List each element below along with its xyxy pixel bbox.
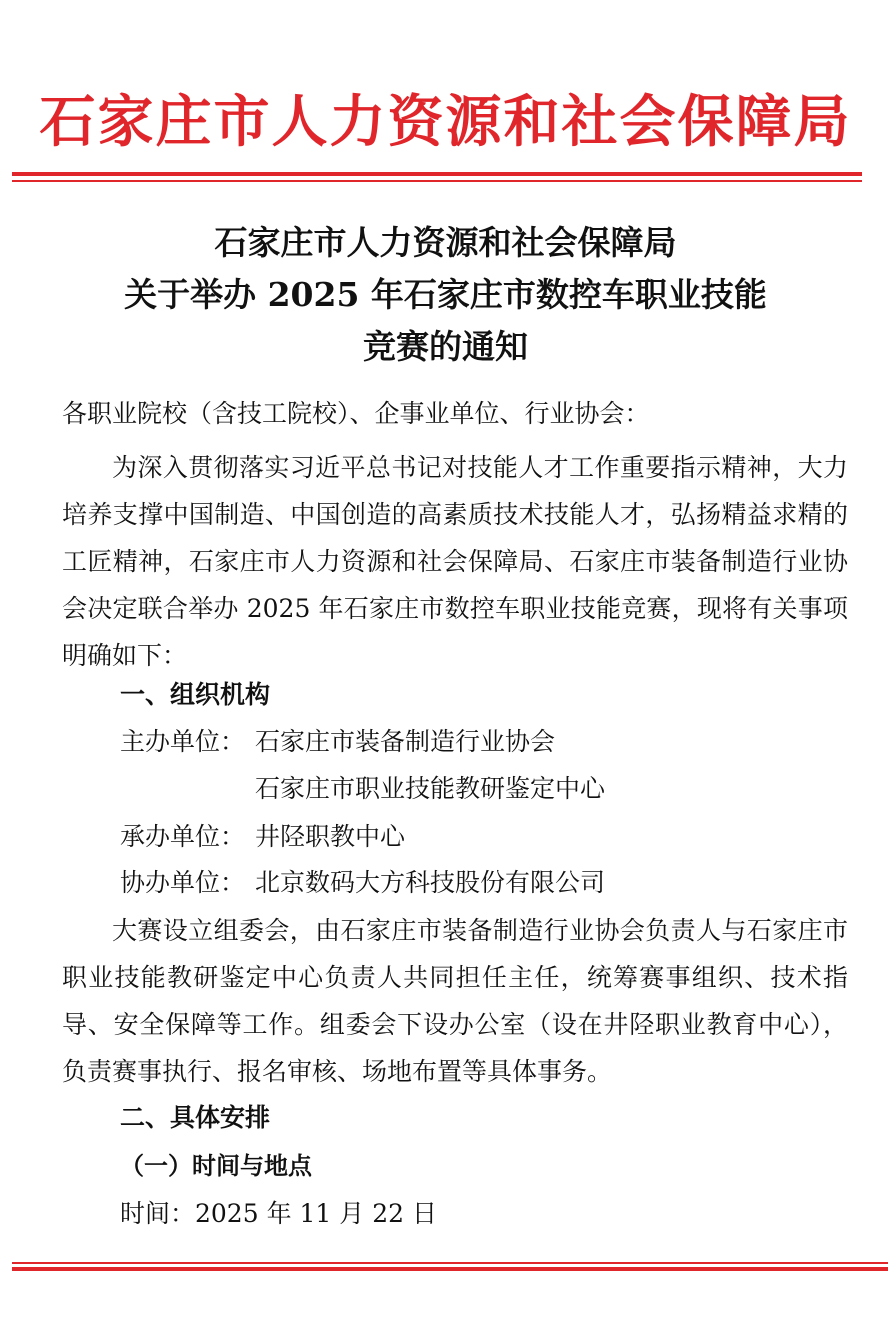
letterhead-divider-thin <box>12 180 862 182</box>
host-unit-label: 主办单位： <box>120 727 246 756</box>
committee-paragraph: 大赛设立组委会，由石家庄市装备制造行业协会负责人与石家庄市职业技能教研鉴定中心负责人共同担任主任，统筹赛事组织、技术指导、安全保障等工作。组委会下设办公室（设在井陉职业教育中心），负责赛事执行、报名审核、场地布置等具体事务。 <box>62 916 848 1086</box>
subsection-time-place-heading: （一）时间与地点 <box>120 1151 312 1180</box>
organizer-label: 承办单位： <box>120 822 246 851</box>
organizer-unit: 井陉职教中心 <box>255 822 406 851</box>
document-title-line-3: 竞赛的通知 <box>363 327 528 366</box>
letterhead-divider-thick <box>12 172 862 176</box>
addressee: 各职业院校（含技工院校）、企事业单位、行业协会： <box>62 399 650 428</box>
co-organizer-label: 协办单位： <box>120 868 246 897</box>
intro-paragraph: 为深入贯彻落实习近平总书记对技能人才工作重要指示精神，大力培养支撑中国制造、中国创造的高素质技术技能人才，弘扬精益求精的工匠精神，石家庄市人力资源和社会保障局、石家庄市装备制造行业协会决定联合举办 2025 年石家庄市数控车职业技能竞赛，现将有关事项明确如下： <box>62 453 848 670</box>
host-unit-1: 石家庄市装备制造行业协会 <box>255 727 556 756</box>
document-title-line-1: 石家庄市人力资源和社会保障局 <box>214 223 677 262</box>
section-2-heading: 二、具体安排 <box>120 1103 271 1132</box>
host-unit-2: 石家庄市职业技能教研鉴定中心 <box>255 774 606 803</box>
footer-divider-thick <box>12 1267 888 1271</box>
event-time: 时间：2025 年 11 月 22 日 <box>120 1199 437 1228</box>
document-title-line-2: 关于举办 2025 年石家庄市数控车职业技能 <box>124 275 767 314</box>
footer-divider-thin <box>12 1262 888 1264</box>
co-organizer-unit: 北京数码大方科技股份有限公司 <box>255 868 606 897</box>
letterhead-agency-name: 石家庄市人力资源和社会保障局 <box>39 89 852 155</box>
section-1-heading: 一、组织机构 <box>120 680 271 709</box>
